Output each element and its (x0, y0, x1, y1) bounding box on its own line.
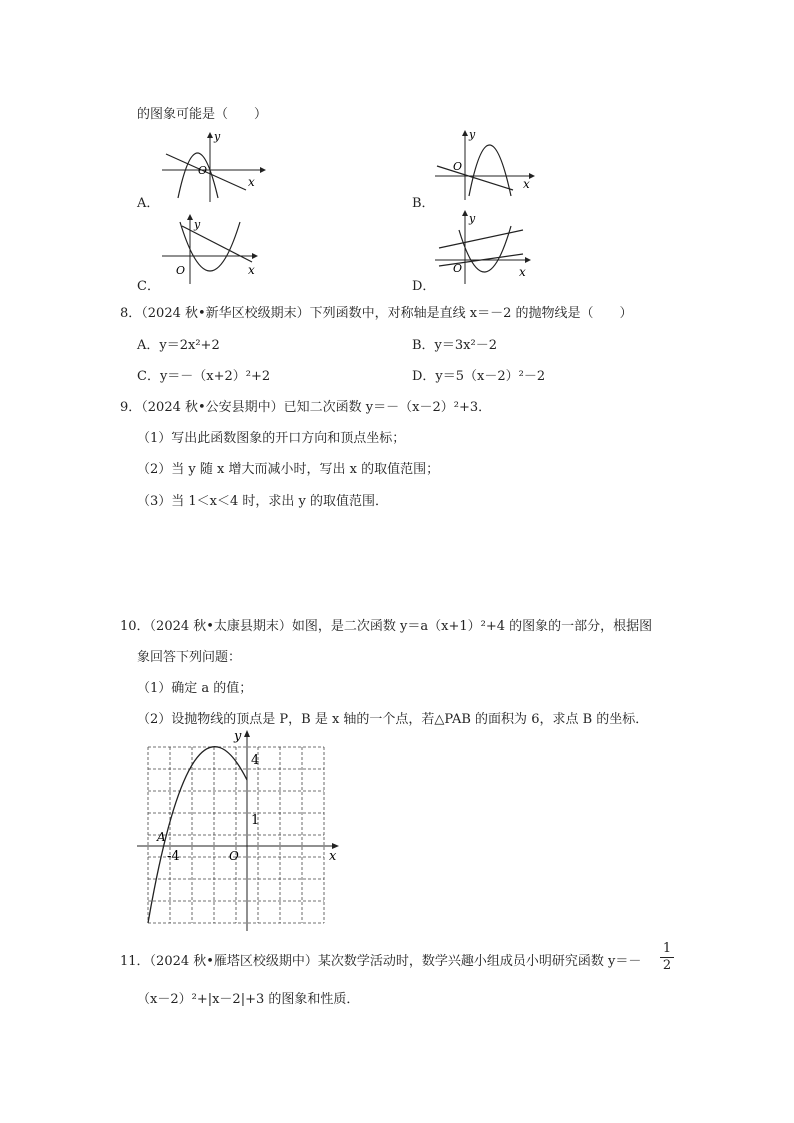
q11-stem-line-2: （x－2）²+|x－2|+3 的图象和性质． (137, 992, 360, 1007)
q11-frac-numerator: 1 (662, 941, 672, 956)
axis-y-label: y (234, 729, 242, 744)
q7-option-d-label: D． (412, 279, 436, 294)
q7-graph-b (433, 128, 543, 203)
axis-y-label: y (214, 130, 221, 143)
x-tick-neg4: -4 (167, 849, 180, 864)
q10-part-1: （1）确定 a 的值； (137, 681, 253, 696)
q7-graph-d (433, 208, 543, 288)
q11-stem-line-1: 11．（2024 秋•雁塔区校级期中）某次数学活动时，数学兴趣小组成员小明研究函数 y＝－ (120, 954, 642, 969)
q9-part-2: （2）当 y 随 x 增大而减小时，写出 x 的取值范围； (137, 462, 440, 477)
y-tick-4: 4 (251, 753, 260, 768)
origin-label: O (198, 164, 208, 177)
axis-y-label: y (469, 212, 476, 225)
q10-part-2: （2）设抛物线的顶点是 P，B 是 x 轴的一个点，若△PAB 的面积为 6，求点 B 的坐标． (137, 712, 649, 727)
q7-graph-c (160, 212, 270, 287)
axis-y-label: y (194, 218, 201, 231)
origin-label: O (453, 160, 463, 173)
q7-graph-a (160, 130, 270, 205)
axis-x-label: x (523, 177, 530, 191)
q8-option-b: B．y＝3x²－2 (412, 338, 497, 353)
y-tick-1: 1 (251, 813, 260, 828)
axis-x-label: x (248, 175, 255, 189)
q10-stem-line-2: 象回答下列问题： (137, 650, 242, 665)
q7-option-a-label: A． (137, 196, 160, 211)
q9-part-1: （1）写出此函数图象的开口方向和顶点坐标； (137, 431, 406, 446)
origin-label: O (453, 262, 463, 275)
q8-option-a: A．y＝2x²+2 (137, 338, 220, 353)
q10-parabola-graph (135, 728, 345, 933)
axis-x-label: x (519, 265, 526, 279)
axis-x-label: x (329, 849, 337, 864)
axis-x-label: x (248, 263, 255, 277)
q9-part-3: （3）当 1＜x＜4 时，求出 y 的取值范围． (137, 494, 389, 509)
axis-y-label: y (469, 128, 476, 141)
origin-label: O (229, 849, 239, 863)
q11-frac-denominator: 2 (662, 958, 672, 973)
q8-option-d: D．y＝5（x－2）²－2 (412, 369, 546, 384)
q8-option-c: C．y＝－（x+2）²+2 (137, 369, 271, 384)
q11-fraction (660, 941, 674, 974)
q7-option-b-label: B． (412, 196, 435, 211)
q8-stem: 8．（2024 秋•新华区校级期末）下列函数中，对称轴是直线 x＝－2 的抛物线是（ ） (120, 306, 633, 321)
q9-stem: 9．（2024 秋•公安县期中）已知二次函数 y＝－（x－2）²+3． (120, 400, 492, 415)
q7-tail-text: 的图象可能是（ ） (137, 107, 268, 122)
origin-label: O (176, 264, 186, 277)
point-a-label: A (157, 830, 166, 844)
q7-option-c-label: C． (137, 279, 160, 294)
q10-stem-line-1: 10．（2024 秋•太康县期末）如图，是二次函数 y＝a（x+1）²+4 的图象的一部分，根据图 (120, 619, 653, 634)
